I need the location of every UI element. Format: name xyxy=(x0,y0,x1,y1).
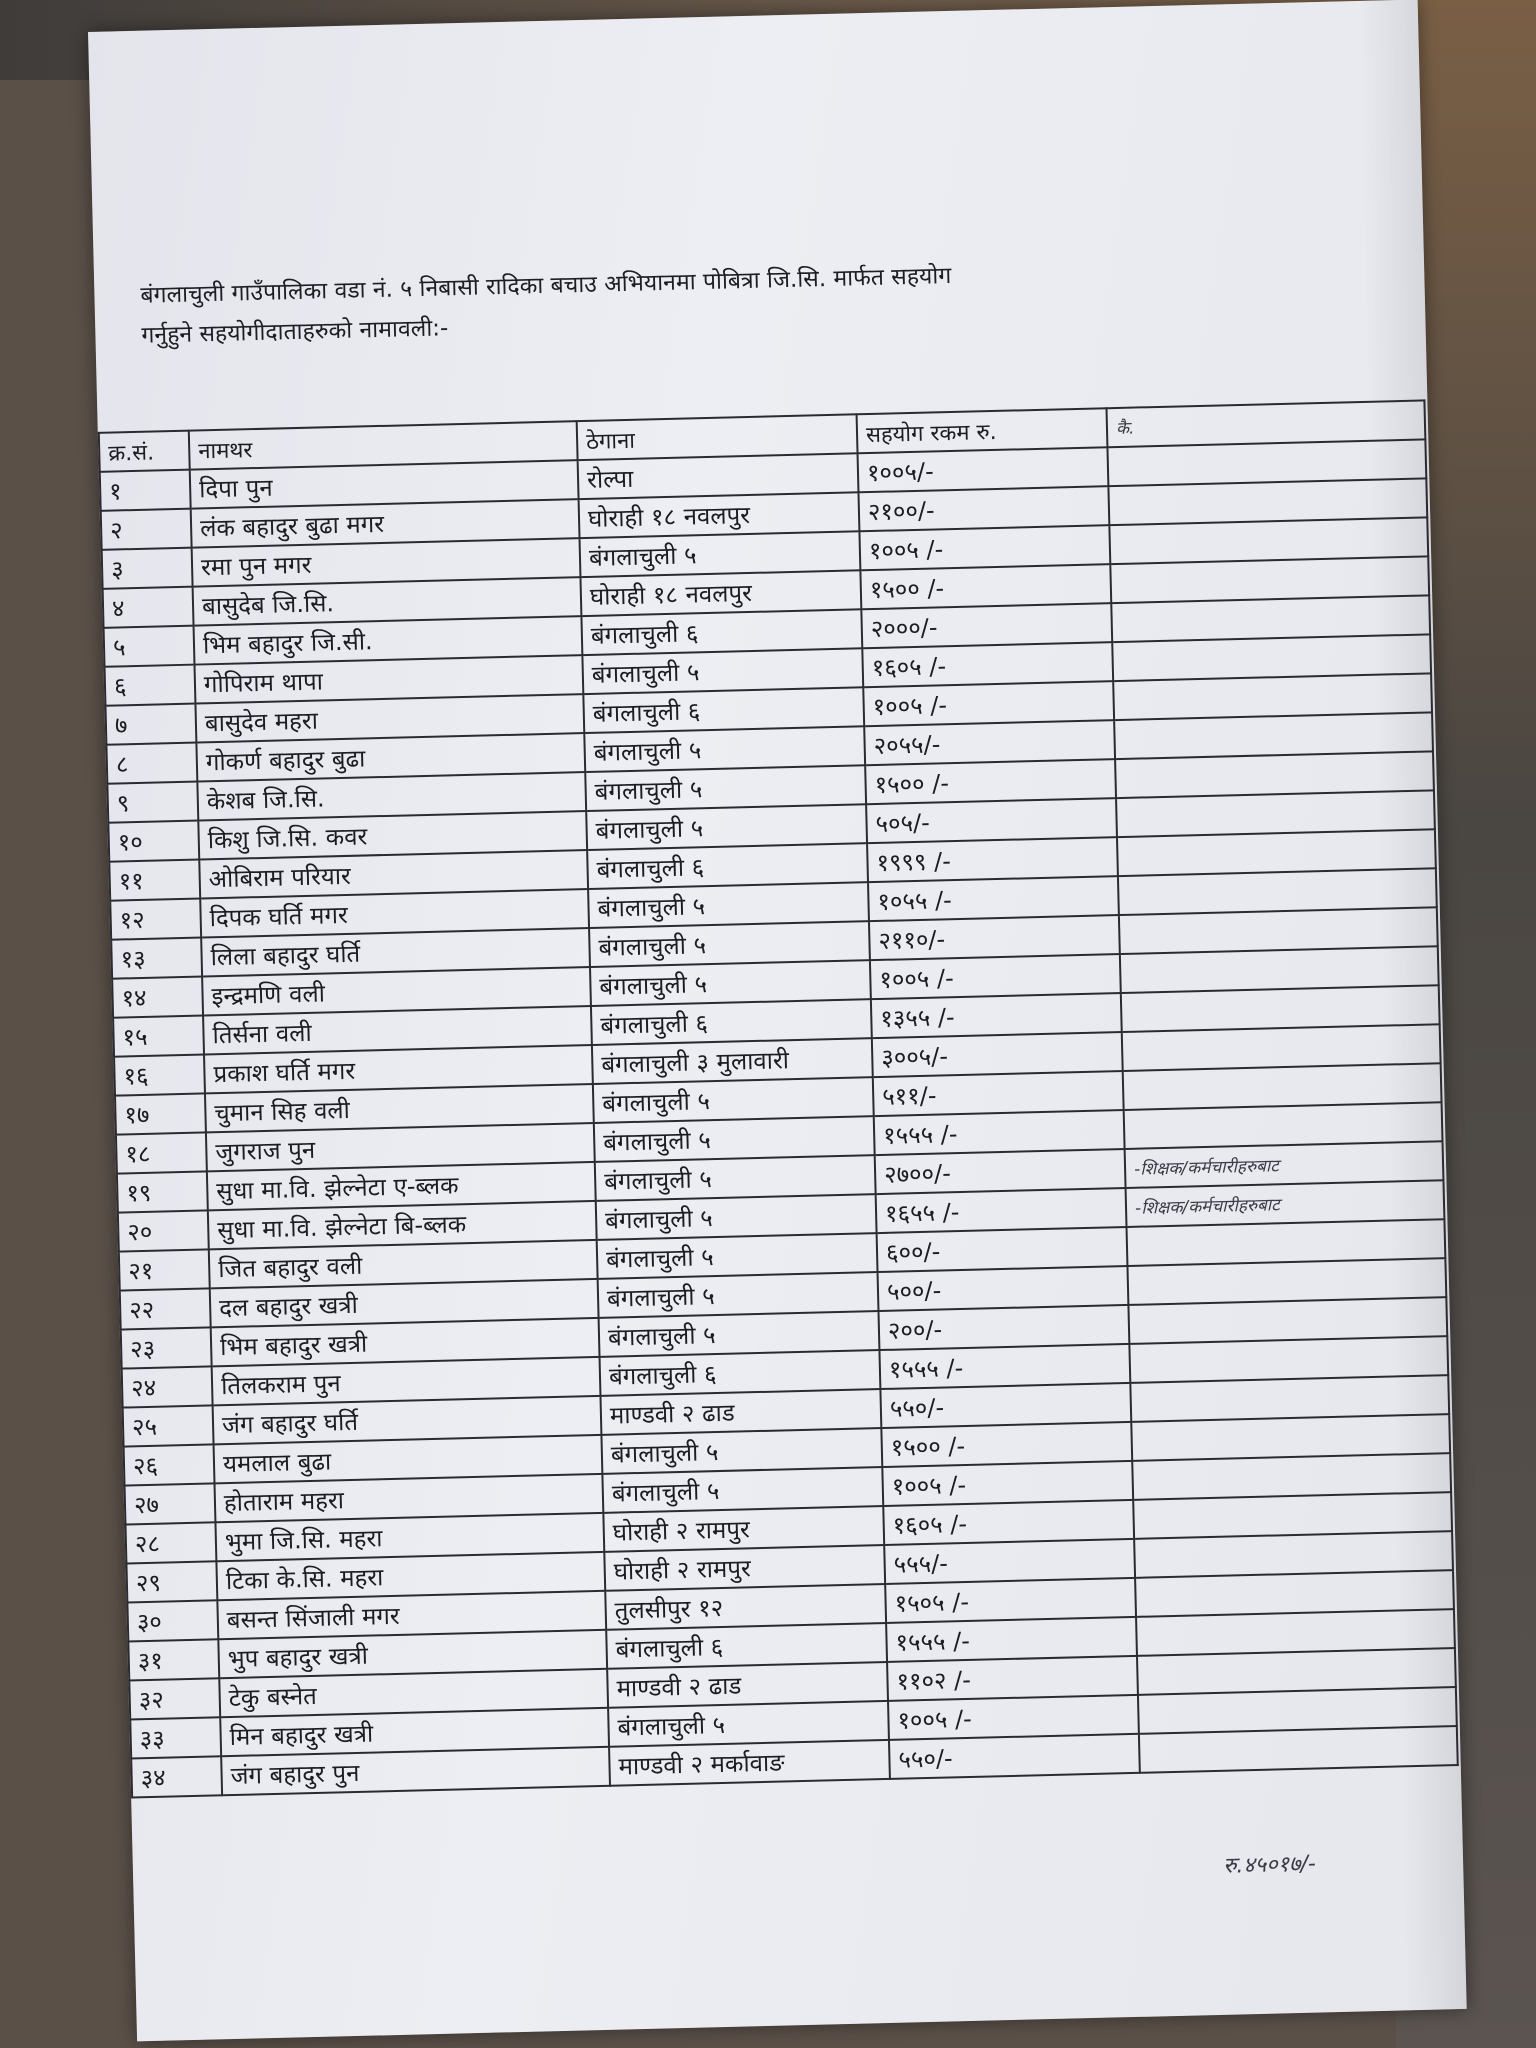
cell-address: बंगलाचुली ६ xyxy=(591,999,872,1045)
cell-address: घोराही १८ नवलपुर xyxy=(579,492,860,538)
cell-sn: १ xyxy=(100,470,191,511)
cell-sn: १० xyxy=(108,821,199,862)
cell-address: बंगलाचुली ५ xyxy=(596,1194,877,1240)
cell-name: तिलकराम पुन xyxy=(212,1357,601,1405)
cell-amount: २००/- xyxy=(878,1305,1129,1350)
cell-amount: १५५५ /- xyxy=(886,1617,1137,1662)
cell-name: दल बहादुर खत्री xyxy=(210,1279,599,1327)
cell-address: घोराही २ रामपुर xyxy=(603,1506,884,1552)
cell-name: इन्द्रमणि वली xyxy=(202,967,591,1015)
cell-address: माण्डवी २ मर्कावाङ xyxy=(609,1740,890,1786)
cell-sn: ११ xyxy=(109,860,200,901)
cell-remarks xyxy=(1139,1726,1458,1773)
cell-amount: २१००/- xyxy=(858,486,1109,531)
cell-name: किशु जि.सि. कवर xyxy=(198,811,587,859)
cell-amount: १९९९ /- xyxy=(867,837,1118,882)
cell-sn: २१ xyxy=(119,1249,210,1290)
cell-sn: २३ xyxy=(121,1327,212,1368)
cell-address: बंगलाचुली ६ xyxy=(587,843,868,889)
cell-address: बंगलाचुली ५ xyxy=(584,726,865,772)
cell-amount: १५५५ /- xyxy=(879,1344,1130,1389)
cell-address: बंगलाचुली ५ xyxy=(580,531,861,577)
cell-name: केशब जि.सि. xyxy=(197,772,586,820)
cell-name: बासुदेब जि.सि. xyxy=(193,577,582,625)
cell-sn: ३० xyxy=(127,1600,218,1641)
cell-address: रोल्पा xyxy=(578,453,859,499)
cell-name: भुप बहादुर खत्री xyxy=(218,1630,607,1678)
cell-address: बंगलाचुली ५ xyxy=(593,1077,874,1123)
cell-sn: ३१ xyxy=(128,1639,219,1680)
cell-amount: १००५ /- xyxy=(870,954,1121,999)
header-name: नामथर xyxy=(189,421,578,469)
cell-sn: २९ xyxy=(126,1561,217,1602)
cell-address: बंगलाचुली ३ मुलावारी xyxy=(592,1038,873,1084)
cell-address: बंगलाचुली ५ xyxy=(594,1116,875,1162)
cell-sn: १८ xyxy=(116,1132,207,1173)
cell-name: टेकु बस्नेत xyxy=(219,1669,608,1717)
cell-name: तिर्सना वली xyxy=(203,1006,592,1054)
cell-sn: १४ xyxy=(112,976,203,1017)
cell-address: घोराही २ रामपुर xyxy=(604,1545,885,1591)
header-address: ठेगाना xyxy=(577,414,858,460)
cell-name: दिपक घर्ति मगर xyxy=(200,889,589,937)
cell-name: बासुदेव महरा xyxy=(195,694,584,742)
cell-amount: १६०५ /- xyxy=(862,642,1113,687)
donor-table xyxy=(98,399,1459,1798)
cell-address: बंगलाचुली ५ xyxy=(598,1272,879,1318)
cell-address: बंगलाचुली ५ xyxy=(599,1311,880,1357)
cell-amount: १५०० /- xyxy=(865,759,1116,804)
cell-sn: ३ xyxy=(102,548,193,589)
cell-amount: ११०२ /- xyxy=(887,1656,1138,1701)
cell-amount: १००५/- xyxy=(858,447,1109,492)
cell-sn: १२ xyxy=(110,899,201,940)
document-heading xyxy=(140,248,1292,356)
cell-sn: ८ xyxy=(106,743,197,784)
cell-name: बसन्त सिंजाली मगर xyxy=(217,1591,606,1639)
cell-remarks: -शिक्षक/कर्मचारीहरुबाट xyxy=(1125,1141,1444,1188)
cell-amount: २०५५/- xyxy=(864,720,1115,765)
cell-sn: २६ xyxy=(124,1444,215,1485)
cell-sn: १५ xyxy=(113,1015,204,1056)
cell-name: भुमा जि.सि. महरा xyxy=(215,1513,604,1561)
cell-sn: १६ xyxy=(114,1054,205,1095)
cell-name: लंक बहादुर बुढा मगर xyxy=(191,499,580,547)
cell-address: तुलसीपुर १२ xyxy=(605,1584,886,1630)
cell-sn: २४ xyxy=(122,1366,213,1407)
cell-amount: ५०५/- xyxy=(866,798,1117,843)
cell-sn: ३३ xyxy=(130,1717,221,1758)
paper-sheet xyxy=(88,0,1467,2041)
cell-amount: १००५ /- xyxy=(863,681,1114,726)
cell-sn: ५ xyxy=(104,626,195,667)
cell-sn: ३४ xyxy=(131,1756,222,1797)
cell-address: बंगलाचुली ५ xyxy=(585,765,866,811)
cell-amount: १३५५ /- xyxy=(871,993,1122,1038)
cell-sn: २८ xyxy=(125,1522,216,1563)
cell-address: बंगलाचुली ५ xyxy=(597,1233,878,1279)
cell-address: बंगलाचुली ५ xyxy=(608,1701,889,1747)
cell-amount: १००५ /- xyxy=(888,1695,1139,1740)
cell-sn: ९ xyxy=(107,782,198,823)
header-sn: क्र.सं. xyxy=(99,431,190,472)
cell-address: बंगलाचुली ५ xyxy=(589,921,870,967)
cell-address: माण्डवी २ ढाड xyxy=(607,1662,888,1708)
cell-amount: १५०५ /- xyxy=(885,1578,1136,1623)
cell-sn: २२ xyxy=(120,1288,211,1329)
cell-name: जुगराज पुन xyxy=(206,1123,595,1171)
cell-name: लिला बहादुर घर्ति xyxy=(201,928,590,976)
cell-address: बंगलाचुली ५ xyxy=(586,804,867,850)
cell-name: मिन बहादुर खत्री xyxy=(220,1708,609,1756)
cell-amount: १६५५ /- xyxy=(876,1188,1127,1233)
cell-name: रमा पुन मगर xyxy=(192,538,581,586)
cell-name: दिपा पुन xyxy=(190,460,579,508)
cell-name: जंग बहादुर घर्ति xyxy=(213,1396,602,1444)
cell-address: बंगलाचुली ६ xyxy=(600,1350,881,1396)
cell-sn: २७ xyxy=(125,1483,216,1524)
cell-amount: ६००/- xyxy=(877,1227,1128,1272)
cell-amount: १५०० /- xyxy=(860,564,1111,609)
cell-address: बंगलाचुली ५ xyxy=(595,1155,876,1201)
heading-line-1: बंगलाचुली गाउँपालिका वडा नं. ५ निबासी रादिका बचाउ अभियानमा पोबित्रा जि.सि. मार्फत सहयोग xyxy=(140,262,952,309)
cell-remarks: -शिक्षक/कर्मचारीहरुबाट xyxy=(1126,1180,1445,1227)
cell-amount: ३००५/- xyxy=(872,1032,1123,1077)
cell-address: घोराही १८ नवलपुर xyxy=(580,570,861,616)
cell-name: प्रकाश घर्ति मगर xyxy=(204,1045,593,1093)
cell-name: गोकर्ण बहादुर बुढा xyxy=(196,733,585,781)
cell-address: बंगलाचुली ५ xyxy=(590,960,871,1006)
cell-amount: ५११/- xyxy=(873,1071,1124,1116)
cell-name: यमलाल बुढा xyxy=(214,1435,603,1483)
cell-name: जंग बहादुर पुन xyxy=(221,1747,610,1795)
cell-sn: २ xyxy=(101,509,192,550)
total-amount: रु.४५०१७/- xyxy=(1222,1851,1317,1879)
heading-line-2: गर्नुहुने सहयोगीदाताहरुको नामावली:- xyxy=(141,315,449,349)
cell-address: बंगलाचुली ५ xyxy=(588,882,869,928)
header-remarks: कै. xyxy=(1106,400,1425,447)
cell-amount: १००५ /- xyxy=(882,1461,1133,1506)
cell-name: सुधा मा.वि. झेल्नेटा बि-ब्लक xyxy=(208,1201,597,1249)
cell-sn: २० xyxy=(118,1210,209,1251)
cell-amount: ५५०/- xyxy=(889,1734,1140,1779)
cell-amount: ५५५/- xyxy=(884,1539,1135,1584)
cell-sn: १३ xyxy=(111,938,202,979)
cell-address: बंगलाचुली ६ xyxy=(583,687,864,733)
cell-address: बंगलाचुली ६ xyxy=(581,609,862,655)
cell-amount: ५५०/- xyxy=(880,1383,1131,1428)
cell-amount: १५०० /- xyxy=(881,1422,1132,1467)
cell-sn: ३२ xyxy=(129,1678,220,1719)
cell-address: बंगलाचुली ५ xyxy=(602,1467,883,1513)
cell-sn: १९ xyxy=(117,1171,208,1212)
cell-sn: ६ xyxy=(105,665,196,706)
cell-name: होताराम महरा xyxy=(214,1474,603,1522)
cell-amount: १००५ /- xyxy=(859,525,1110,570)
cell-amount: २११०/- xyxy=(869,915,1120,960)
cell-name: ओबिराम परियार xyxy=(199,850,588,898)
cell-name: चुमान सिह वली xyxy=(205,1084,594,1132)
cell-sn: १७ xyxy=(115,1093,206,1134)
cell-sn: ४ xyxy=(103,587,194,628)
cell-name: सुधा मा.वि. झेल्नेटा ए-ब्लक xyxy=(207,1162,596,1210)
cell-name: गोपिराम थापा xyxy=(194,655,583,703)
cell-address: बंगलाचुली ५ xyxy=(582,648,863,694)
cell-name: भिम बहादुर जि.सी. xyxy=(194,616,583,664)
cell-name: जित बहादुर वली xyxy=(209,1240,598,1288)
cell-address: बंगलाचुली ५ xyxy=(601,1428,882,1474)
cell-name: टिका के.सि. महरा xyxy=(216,1552,605,1600)
cell-amount: २०००/- xyxy=(861,603,1112,648)
header-amount: सहयोग रकम रु. xyxy=(857,408,1108,453)
cell-address: बंगलाचुली ६ xyxy=(606,1623,887,1669)
cell-sn: ७ xyxy=(105,704,196,745)
cell-amount: १६०५ /- xyxy=(883,1500,1134,1545)
cell-name: भिम बहादुर खत्री xyxy=(211,1318,600,1366)
cell-address: माण्डवी २ ढाड xyxy=(600,1389,881,1435)
cell-amount: १०५५ /- xyxy=(868,876,1119,921)
cell-sn: २५ xyxy=(123,1405,214,1446)
cell-amount: ५००/- xyxy=(878,1266,1129,1311)
cell-amount: २७००/- xyxy=(875,1149,1126,1194)
cell-amount: १५५५ /- xyxy=(874,1110,1125,1155)
